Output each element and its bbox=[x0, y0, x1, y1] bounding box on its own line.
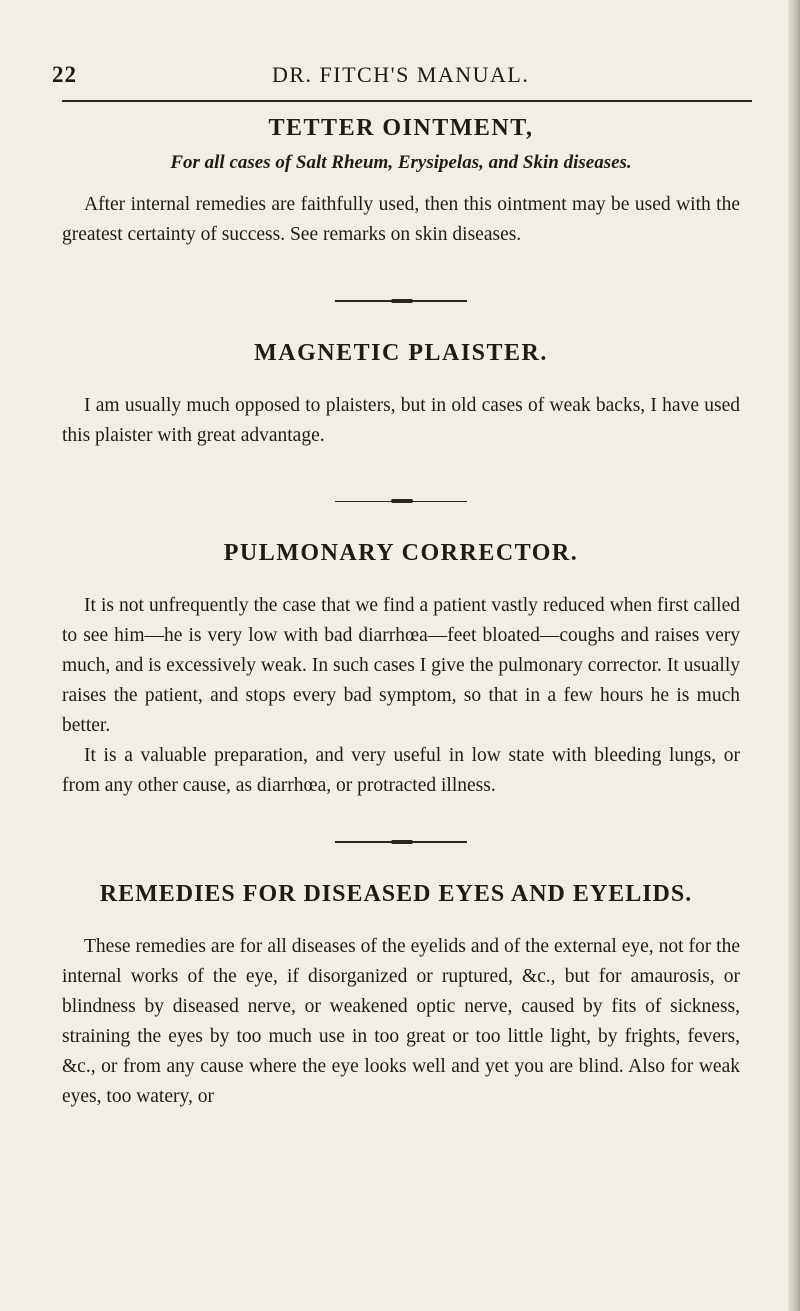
section-remedies-eyes bbox=[62, 878, 740, 1112]
paragraph: It is not unfrequently the case that we find a patient vastly reduced when first called to see him—he is very low with bad diarrhœa—feet bloated—coughs and raises very much, and is excessively weak. In such cases I give the pulmonary corrector. It usually raises the patient, and stops every bad symptom, so that in a few hours he is much better. bbox=[62, 595, 740, 736]
section-separator bbox=[335, 501, 467, 503]
section-title: MAGNETIC PLAISTER. bbox=[254, 339, 548, 366]
paragraph: It is a valuable preparation, and very useful in low state with bleeding lungs, or from any other cause, as diarrhœa, or protracted illness. bbox=[62, 745, 740, 796]
page-header bbox=[52, 62, 752, 92]
page-edge-shadow bbox=[788, 0, 800, 1311]
page-body bbox=[62, 112, 740, 1112]
section-subtitle: For all cases of Salt Rheum, Erysipelas, and Skin diseases. bbox=[170, 152, 632, 173]
section-separator bbox=[335, 300, 467, 302]
section-tetter-ointment bbox=[62, 112, 740, 250]
running-head: DR. FITCH'S MANUAL. bbox=[272, 62, 530, 87]
header-rule bbox=[62, 100, 752, 102]
paragraph: I am usually much opposed to plaisters, but in old cases of weak backs, I have used this plaister with great advantage. bbox=[62, 394, 740, 446]
paragraph: After internal remedies are faithfully used, then this ointment may be used with the greatest certainty of success. See remarks on skin diseases. bbox=[62, 194, 740, 245]
paragraph: These remedies are for all diseases of the eyelids and of the external eye, not for the internal works of the eye, if disorganized or ruptured, &c., but for amaurosis, or blindness by diseased nerve, or weakened optic nerve, caused by fits of sickness, straining the eyes by too much use in too great or too little light, by frights, fevers, &c., or from any cause where the eye looks well and yet you are blind. Also for weak eyes, too watery, or bbox=[62, 935, 740, 1107]
page-number: 22 bbox=[52, 62, 77, 87]
section-magnetic-plaister bbox=[62, 337, 740, 451]
section-title: REMEDIES FOR DISEASED EYES AND EYELIDS. bbox=[99, 880, 693, 907]
section-separator bbox=[335, 841, 467, 843]
section-title: PULMONARY CORRECTOR. bbox=[223, 540, 579, 566]
section-title: TETTER OINTMENT, bbox=[268, 115, 534, 141]
section-pulmonary-corrector bbox=[62, 537, 740, 801]
